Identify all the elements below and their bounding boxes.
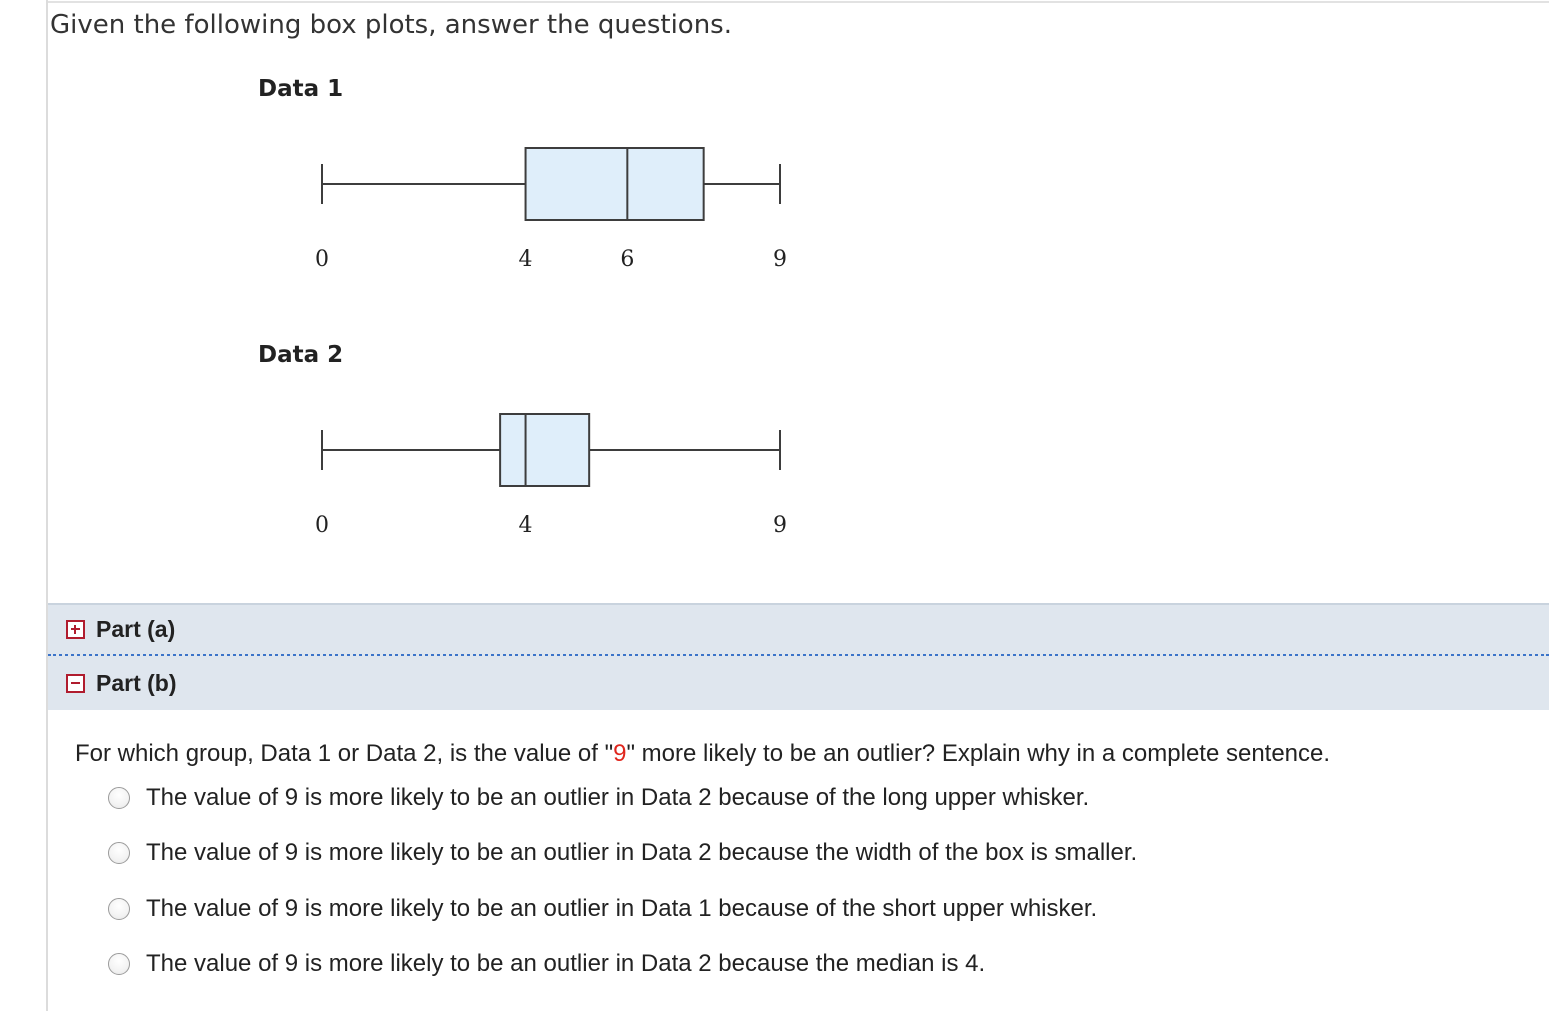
answer-option-1[interactable] (108, 784, 1089, 812)
question-text-start: For which group, Data 1 or Data 2, is the value of " (75, 740, 614, 767)
axis-tick-label: 0 (315, 247, 329, 272)
axis-tick-label: 4 (518, 247, 533, 272)
radio-button[interactable] (108, 842, 130, 864)
radio-button[interactable] (108, 953, 130, 975)
answer-option-text: The value of 9 is more likely to be an outlier in Data 2 because of the long upper whisker. (146, 784, 1090, 811)
question-text-end: " more likely to be an outlier? Explain why in a complete sentence. (626, 740, 1331, 767)
radio-button[interactable] (108, 787, 130, 809)
expand-plus-icon[interactable] (66, 620, 85, 639)
question-highlight-value: 9 (613, 740, 627, 767)
question-text (75, 740, 1330, 768)
box-plot-data-1 (0, 140, 1549, 280)
radio-button[interactable] (108, 898, 130, 920)
interquartile-box (500, 414, 589, 486)
box-plot-data-2 (0, 406, 1549, 546)
box-plot-title-data-1: Data 1 (258, 76, 344, 102)
answer-option-2[interactable] (108, 839, 1137, 867)
interquartile-box (526, 148, 704, 220)
axis-tick-label: 4 (518, 513, 533, 538)
answer-option-text: The value of 9 is more likely to be an outlier in Data 2 because the median is 4. (146, 950, 986, 977)
axis-tick-label: 0 (315, 513, 329, 538)
axis-tick-label: 6 (620, 247, 635, 272)
top-divider (46, 1, 1549, 3)
box-plot-title-data-2: Data 2 (258, 342, 344, 368)
answer-option-4[interactable] (108, 950, 985, 978)
answer-option-text: The value of 9 is more likely to be an outlier in Data 2 because the width of the box is smaller. (146, 839, 1138, 866)
part-b-header[interactable] (48, 656, 1549, 710)
axis-tick-label: 9 (773, 247, 787, 272)
axis-tick-label: 9 (773, 513, 787, 538)
answer-option-3[interactable] (108, 895, 1097, 923)
answer-option-text: The value of 9 is more likely to be an outlier in Data 1 because of the short upper whisker. (146, 895, 1098, 922)
collapse-minus-icon[interactable] (66, 674, 85, 693)
part-a-header[interactable] (48, 603, 1549, 657)
part-a-label: Part (a) (96, 616, 176, 642)
problem-prompt: Given the following box plots, answer the questions. (50, 10, 732, 40)
part-b-label: Part (b) (96, 669, 177, 696)
